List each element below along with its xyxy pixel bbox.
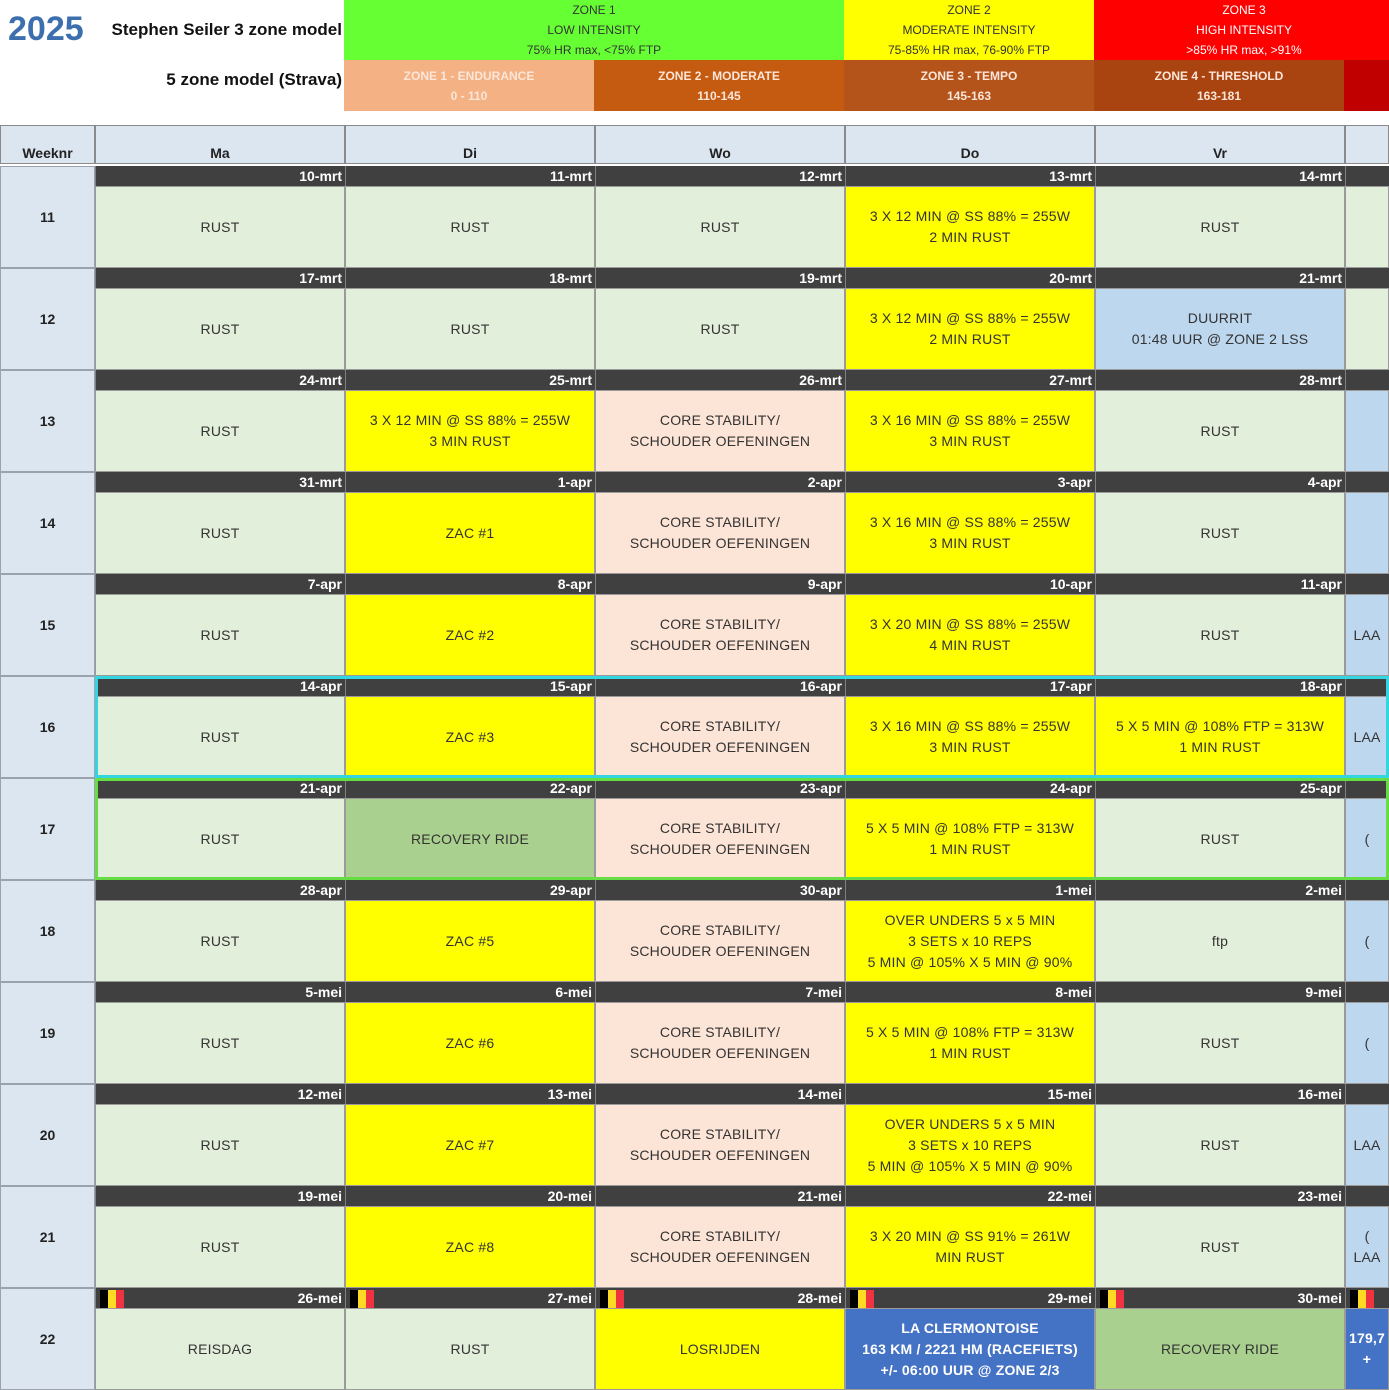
- workout-text: DUURRIT: [1187, 310, 1253, 326]
- date-label: 11-apr: [1095, 574, 1345, 594]
- date-label: 30-mei: [1095, 1288, 1345, 1308]
- workout-text: 1 MIN RUST: [929, 1045, 1011, 1061]
- workout-text: 5 X 5 MIN @ 108% FTP = 313W: [1115, 718, 1325, 734]
- workout-cell[interactable]: [345, 390, 595, 472]
- workout-text: SCHOUDER OEFENINGEN: [629, 943, 811, 959]
- workout-cell[interactable]: [95, 492, 345, 574]
- week-number: 18: [0, 880, 95, 982]
- three-zone-model-label: Stephen Seiler 3 zone model: [111, 20, 342, 39]
- workout-text: RUST: [200, 320, 240, 337]
- column-header[interactable]: Ma: [95, 125, 345, 164]
- workout-text: LAA: [1353, 1249, 1381, 1265]
- week-number: 15: [0, 574, 95, 676]
- date-label: 6-mei: [345, 982, 595, 1002]
- workout-text: CORE STABILITY/: [659, 1126, 781, 1142]
- zone5-legend-cell: [1344, 60, 1389, 111]
- date-label: 23-mei: [1095, 1186, 1345, 1206]
- date-label: [1345, 472, 1389, 492]
- date-label: 4-apr: [1095, 472, 1345, 492]
- workout-text: 5 X 5 MIN @ 108% FTP = 313W: [865, 1024, 1075, 1040]
- zone3-legend-text: ZONE 3: [1222, 3, 1266, 17]
- week-number: 14: [0, 472, 95, 574]
- workout-cell[interactable]: [1345, 1002, 1389, 1084]
- workout-text: RUST: [1200, 1238, 1240, 1255]
- date-label: 1-mei: [845, 880, 1095, 900]
- workout-text: LOSRIJDEN: [679, 1340, 761, 1357]
- date-label: 7-apr: [95, 574, 345, 594]
- workout-cell[interactable]: [95, 1206, 345, 1288]
- workout-cell[interactable]: [95, 1002, 345, 1084]
- workout-cell[interactable]: [1095, 390, 1345, 472]
- workout-text: 3 SETS x 10 REPS: [908, 932, 1032, 949]
- workout-text: 3 X 16 MIN @ SS 88% = 255W: [869, 718, 1071, 734]
- workout-text: 4 MIN RUST: [929, 637, 1011, 653]
- workout-cell[interactable]: [1095, 900, 1345, 982]
- date-label: 21-mrt: [1095, 268, 1345, 288]
- workout-text: 3 MIN RUST: [929, 433, 1011, 449]
- workout-text: CORE STABILITY/: [659, 514, 781, 530]
- workout-text: CORE STABILITY/: [659, 922, 781, 938]
- date-label: 9-apr: [595, 574, 845, 594]
- date-label: 17-apr: [845, 676, 1095, 696]
- workout-cell[interactable]: [595, 288, 845, 370]
- workout-text: ZAC #7: [445, 1136, 495, 1153]
- zone5-legend-text: 163-181: [1196, 88, 1242, 103]
- workout-text: (: [1364, 830, 1370, 847]
- date-label: 21-mei: [595, 1186, 845, 1206]
- workout-cell[interactable]: [1095, 1206, 1345, 1288]
- week-number: 22: [0, 1288, 95, 1390]
- workout-cell[interactable]: [1095, 696, 1345, 778]
- workout-text: (: [1364, 932, 1370, 949]
- workout-text: CORE STABILITY/: [659, 820, 781, 836]
- workout-text: 3 MIN RUST: [429, 433, 511, 449]
- column-header[interactable]: Wo: [595, 125, 845, 164]
- workout-text: RUST: [450, 218, 490, 235]
- workout-text: RECOVERY RIDE: [1160, 1340, 1279, 1357]
- workout-cell[interactable]: [595, 390, 845, 472]
- date-label: 15-apr: [345, 676, 595, 696]
- workout-cell[interactable]: [1345, 390, 1389, 472]
- workout-text: RUST: [200, 728, 240, 745]
- workout-cell[interactable]: [1345, 900, 1389, 982]
- workout-text: ZAC #8: [445, 1238, 495, 1255]
- workout-cell[interactable]: [95, 1308, 345, 1390]
- date-label: 19-mei: [95, 1186, 345, 1206]
- workout-text: RUST: [1200, 1034, 1240, 1051]
- zone5-legend-text: ZONE 4 - THRESHOLD: [1154, 68, 1284, 83]
- workout-cell[interactable]: [595, 1104, 845, 1186]
- week-number: 21: [0, 1186, 95, 1288]
- workout-text: CORE STABILITY/: [659, 718, 781, 734]
- workout-text: 5 MIN @ 105% X 5 MIN @ 90%: [867, 1157, 1073, 1174]
- workout-text: SCHOUDER OEFENINGEN: [629, 433, 811, 449]
- workout-text: ftp: [1211, 932, 1229, 949]
- workout-cell[interactable]: [345, 492, 595, 574]
- workout-cell[interactable]: [595, 186, 845, 268]
- date-label: 2-mei: [1095, 880, 1345, 900]
- workout-cell[interactable]: [1345, 1206, 1389, 1288]
- workout-text: +/- 06:00 UUR @ ZONE 2/3: [880, 1361, 1060, 1378]
- date-label: 26-mrt: [595, 370, 845, 390]
- workout-text: ZAC #5: [445, 932, 495, 949]
- date-label: 8-mei: [845, 982, 1095, 1002]
- date-label: 15-mei: [845, 1084, 1095, 1104]
- belgium-flag-icon: [1350, 1290, 1374, 1308]
- workout-text: OVER UNDERS 5 x 5 MIN: [884, 911, 1056, 928]
- workout-text: SCHOUDER OEFENINGEN: [629, 841, 811, 857]
- date-label: 13-mrt: [845, 166, 1095, 186]
- workout-text: 2 MIN RUST: [929, 229, 1011, 245]
- workout-cell[interactable]: [1095, 1308, 1345, 1390]
- workout-text: RUST: [700, 320, 740, 337]
- date-label: 9-mei: [1095, 982, 1345, 1002]
- workout-cell[interactable]: [845, 288, 1095, 370]
- zone5-legend-text: 145-163: [946, 88, 992, 103]
- zone3-legend-text: >85% HR max, >91%: [1186, 43, 1302, 57]
- workout-text: RUST: [1200, 830, 1240, 847]
- column-header[interactable]: Do: [845, 125, 1095, 164]
- workout-text: SCHOUDER OEFENINGEN: [629, 739, 811, 755]
- date-label: 20-mei: [345, 1186, 595, 1206]
- belgium-flag-icon: [850, 1290, 874, 1308]
- workout-text: LA CLERMONTOISE: [901, 1319, 1039, 1336]
- workout-text: 1 MIN RUST: [929, 841, 1011, 857]
- workout-text: RUST: [1200, 524, 1240, 541]
- zone3-legend-cell: [344, 0, 844, 60]
- date-label: 20-mrt: [845, 268, 1095, 288]
- date-label: 24-mrt: [95, 370, 345, 390]
- workout-cell[interactable]: [95, 798, 345, 880]
- workout-text: RUST: [1200, 626, 1240, 643]
- workout-text: (: [1364, 1228, 1370, 1244]
- workout-text: 163 KM / 2221 HM (RACEFIETS): [862, 1340, 1078, 1357]
- workout-cell[interactable]: [845, 900, 1095, 982]
- workout-cell[interactable]: [845, 594, 1095, 676]
- belgium-flag-icon: [100, 1290, 124, 1308]
- zone3-legend-cell: [844, 0, 1094, 60]
- date-label: [1345, 1186, 1389, 1206]
- zone5-legend-cell: [1094, 60, 1344, 111]
- workout-cell[interactable]: [1345, 594, 1389, 676]
- date-label: [1345, 880, 1389, 900]
- zone5-legend-text: ZONE 3 - TEMPO: [920, 68, 1018, 83]
- date-label: 31-mrt: [95, 472, 345, 492]
- workout-text: 3 MIN RUST: [929, 739, 1011, 755]
- year-label: 2025: [8, 10, 84, 48]
- zone3-legend-text: HIGH INTENSITY: [1195, 23, 1292, 37]
- date-label: 10-apr: [845, 574, 1095, 594]
- workout-cell[interactable]: [845, 186, 1095, 268]
- date-label: 1-apr: [345, 472, 595, 492]
- workout-cell[interactable]: [345, 900, 595, 982]
- workout-text: RUST: [200, 626, 240, 643]
- week-number: 13: [0, 370, 95, 472]
- date-label: [1345, 268, 1389, 288]
- workout-cell[interactable]: [595, 900, 845, 982]
- workout-text: 3 SETS x 10 REPS: [908, 1136, 1032, 1153]
- workout-cell[interactable]: [845, 1002, 1095, 1084]
- date-label: 29-mei: [845, 1288, 1095, 1308]
- workout-cell[interactable]: [95, 696, 345, 778]
- workout-text: RUST: [1200, 422, 1240, 439]
- week-number: 20: [0, 1084, 95, 1186]
- workout-cell[interactable]: [95, 390, 345, 472]
- belgium-flag-icon: [1100, 1290, 1124, 1308]
- date-label: [1345, 574, 1389, 594]
- week-number: 17: [0, 778, 95, 880]
- column-header[interactable]: Di: [345, 125, 595, 164]
- date-label: 28-apr: [95, 880, 345, 900]
- week-number: 19: [0, 982, 95, 1084]
- workout-cell[interactable]: [845, 390, 1095, 472]
- workout-text: 5 X 5 MIN @ 108% FTP = 313W: [865, 820, 1075, 836]
- workout-text: ZAC #3: [445, 728, 495, 745]
- zone3-legend-text: 75-85% HR max, 76-90% FTP: [887, 43, 1051, 57]
- workout-cell[interactable]: [845, 1104, 1095, 1186]
- workout-text: RUST: [1200, 1136, 1240, 1153]
- zone5-legend-text: ZONE 2 - MODERATE: [658, 68, 780, 83]
- date-label: [1345, 166, 1389, 186]
- workout-cell[interactable]: [595, 696, 845, 778]
- workout-text: RUST: [200, 218, 240, 235]
- workout-text: RUST: [200, 524, 240, 541]
- workout-cell[interactable]: [595, 1002, 845, 1084]
- date-label: 8-apr: [345, 574, 595, 594]
- workout-text: 01:48 UUR @ ZONE 2 LSS: [1131, 331, 1309, 347]
- workout-cell[interactable]: [1345, 696, 1389, 778]
- date-label: 26-mei: [95, 1288, 345, 1308]
- date-label: [1345, 982, 1389, 1002]
- workout-cell[interactable]: [845, 492, 1095, 574]
- workout-cell[interactable]: [345, 696, 595, 778]
- date-label: 24-apr: [845, 778, 1095, 798]
- workout-text: SCHOUDER OEFENINGEN: [629, 637, 811, 653]
- date-label: [1345, 1288, 1389, 1308]
- zone3-legend-text: 75% HR max, <75% FTP: [526, 43, 662, 57]
- zone3-legend-text: ZONE 2: [947, 3, 991, 17]
- zone3-legend-cell: [1094, 0, 1389, 60]
- week-number: 16: [0, 676, 95, 778]
- date-label: [1345, 370, 1389, 390]
- column-header[interactable]: Weeknr: [0, 125, 95, 164]
- workout-cell[interactable]: [595, 1308, 845, 1390]
- workout-text: 3 X 12 MIN @ SS 88% = 255W: [869, 310, 1071, 326]
- date-label: 2-apr: [595, 472, 845, 492]
- workout-cell[interactable]: [95, 594, 345, 676]
- workout-text: LAA: [1353, 728, 1381, 745]
- workout-cell[interactable]: [345, 186, 595, 268]
- workout-cell[interactable]: [95, 288, 345, 370]
- workout-text: RUST: [200, 830, 240, 847]
- workout-cell[interactable]: [845, 798, 1095, 880]
- workout-cell[interactable]: [1345, 1308, 1389, 1390]
- workout-text: CORE STABILITY/: [659, 1228, 781, 1244]
- workout-cell[interactable]: [1095, 1104, 1345, 1186]
- workout-cell[interactable]: [595, 594, 845, 676]
- workout-text: SCHOUDER OEFENINGEN: [629, 535, 811, 551]
- column-header[interactable]: Vr: [1095, 125, 1345, 164]
- date-label: 16-mei: [1095, 1084, 1345, 1104]
- workout-text: RUST: [700, 218, 740, 235]
- workout-cell[interactable]: [1095, 798, 1345, 880]
- workout-text: MIN RUST: [935, 1249, 1005, 1265]
- workout-text: 2 MIN RUST: [929, 331, 1011, 347]
- zone3-legend-text: LOW INTENSITY: [547, 23, 641, 37]
- workout-text: 3 X 16 MIN @ SS 88% = 255W: [869, 514, 1071, 530]
- date-label: 29-apr: [345, 880, 595, 900]
- date-label: [1345, 1084, 1389, 1104]
- date-label: 13-mei: [345, 1084, 595, 1104]
- workout-cell[interactable]: [1095, 288, 1345, 370]
- workout-text: CORE STABILITY/: [659, 412, 781, 428]
- workout-text: RUST: [450, 320, 490, 337]
- date-label: 27-mrt: [845, 370, 1095, 390]
- date-label: 3-apr: [845, 472, 1095, 492]
- workout-text: (: [1364, 1034, 1370, 1051]
- zone5-legend-cell: [344, 60, 594, 111]
- workout-cell[interactable]: [1095, 1002, 1345, 1084]
- workout-text: RUST: [200, 1034, 240, 1051]
- date-label: 14-mrt: [1095, 166, 1345, 186]
- zone3-legend-text: ZONE 1: [572, 3, 616, 17]
- workout-text: RUST: [1200, 218, 1240, 235]
- workout-cell[interactable]: [595, 1206, 845, 1288]
- date-label: 18-apr: [1095, 676, 1345, 696]
- belgium-flag-icon: [600, 1290, 624, 1308]
- zone5-legend-cell: [594, 60, 844, 111]
- workout-cell[interactable]: [845, 696, 1095, 778]
- workout-text: 179,7: [1348, 1330, 1386, 1346]
- workout-cell[interactable]: [595, 798, 845, 880]
- workout-text: ZAC #2: [445, 626, 495, 643]
- workout-cell[interactable]: [595, 492, 845, 574]
- workout-cell[interactable]: [1095, 492, 1345, 574]
- workout-cell[interactable]: [1345, 288, 1389, 370]
- zone5-legend-text: 110-145: [697, 88, 741, 103]
- week-number: 12: [0, 268, 95, 370]
- workout-text: SCHOUDER OEFENINGEN: [629, 1249, 811, 1265]
- date-label: [1345, 676, 1389, 696]
- workout-cell[interactable]: [1345, 798, 1389, 880]
- date-label: 25-mrt: [345, 370, 595, 390]
- workout-cell[interactable]: [345, 288, 595, 370]
- date-label: 28-mrt: [1095, 370, 1345, 390]
- workout-cell[interactable]: [345, 1206, 595, 1288]
- date-label: 18-mrt: [345, 268, 595, 288]
- date-label: 19-mrt: [595, 268, 845, 288]
- workout-cell[interactable]: [1095, 594, 1345, 676]
- date-label: 10-mrt: [95, 166, 345, 186]
- workout-text: 3 X 12 MIN @ SS 88% = 255W: [869, 208, 1071, 224]
- date-label: 16-apr: [595, 676, 845, 696]
- workout-cell[interactable]: [845, 1206, 1095, 1288]
- workout-text: OVER UNDERS 5 x 5 MIN: [884, 1115, 1056, 1132]
- workout-text: LAA: [1353, 626, 1381, 643]
- date-label: 17-mrt: [95, 268, 345, 288]
- workout-text: LAA: [1353, 1136, 1381, 1153]
- date-label: 7-mei: [595, 982, 845, 1002]
- workout-text: 3 X 20 MIN @ SS 91% = 261W: [869, 1228, 1071, 1244]
- zone3-legend-text: MODERATE INTENSITY: [902, 23, 1036, 37]
- workout-text: SCHOUDER OEFENINGEN: [629, 1147, 811, 1163]
- workout-text: REISDAG: [187, 1340, 253, 1357]
- workout-text: ZAC #1: [445, 524, 495, 541]
- workout-text: 3 X 12 MIN @ SS 88% = 255W: [369, 412, 571, 428]
- workout-cell[interactable]: [1095, 186, 1345, 268]
- date-label: 21-apr: [95, 778, 345, 798]
- workout-text: RUST: [200, 932, 240, 949]
- date-label: 11-mrt: [345, 166, 595, 186]
- workout-text: RUST: [200, 1238, 240, 1255]
- workout-text: SCHOUDER OEFENINGEN: [629, 1045, 811, 1061]
- workout-text: RUST: [450, 1340, 490, 1357]
- workout-cell[interactable]: [95, 900, 345, 982]
- date-label: 12-mei: [95, 1084, 345, 1104]
- workout-text: CORE STABILITY/: [659, 616, 781, 632]
- zone5-legend-cell: [844, 60, 1094, 111]
- date-label: 25-apr: [1095, 778, 1345, 798]
- date-label: 5-mei: [95, 982, 345, 1002]
- belgium-flag-icon: [350, 1290, 374, 1308]
- workout-cell[interactable]: [95, 186, 345, 268]
- column-header[interactable]: [1345, 125, 1389, 164]
- workout-cell[interactable]: [345, 1002, 595, 1084]
- workout-text: 3 MIN RUST: [929, 535, 1011, 551]
- date-label: 27-mei: [345, 1288, 595, 1308]
- workout-text: RUST: [200, 1136, 240, 1153]
- workout-cell[interactable]: [1345, 186, 1389, 268]
- date-label: 22-apr: [345, 778, 595, 798]
- date-label: 23-apr: [595, 778, 845, 798]
- date-label: 28-mei: [595, 1288, 845, 1308]
- workout-text: +: [1362, 1351, 1372, 1367]
- workout-cell[interactable]: [345, 798, 595, 880]
- five-zone-model-label: 5 zone model (Strava): [166, 70, 342, 89]
- workout-text: RECOVERY RIDE: [410, 830, 529, 847]
- zone5-legend-text: ZONE 1 - ENDURANCE: [403, 68, 535, 83]
- date-label: 12-mrt: [595, 166, 845, 186]
- workout-cell[interactable]: [345, 594, 595, 676]
- workout-cell[interactable]: [95, 1104, 345, 1186]
- workout-text: 3 X 20 MIN @ SS 88% = 255W: [869, 616, 1071, 632]
- workout-text: CORE STABILITY/: [659, 1024, 781, 1040]
- workout-text: 3 X 16 MIN @ SS 88% = 255W: [869, 412, 1071, 428]
- workout-cell[interactable]: [345, 1308, 595, 1390]
- workout-cell[interactable]: [345, 1104, 595, 1186]
- workout-text: RUST: [200, 422, 240, 439]
- date-label: 14-mei: [595, 1084, 845, 1104]
- workout-text: ZAC #6: [445, 1034, 495, 1051]
- date-label: [1345, 778, 1389, 798]
- zone5-legend-text: 0 - 110: [450, 88, 488, 103]
- week-number: 11: [0, 166, 95, 268]
- workout-cell[interactable]: [1345, 492, 1389, 574]
- workout-text: 1 MIN RUST: [1179, 739, 1261, 755]
- workout-text: 5 MIN @ 105% X 5 MIN @ 90%: [867, 953, 1073, 970]
- date-label: 22-mei: [845, 1186, 1095, 1206]
- date-label: 14-apr: [95, 676, 345, 696]
- workout-cell[interactable]: [845, 1308, 1095, 1390]
- workout-cell[interactable]: [1345, 1104, 1389, 1186]
- date-label: 30-apr: [595, 880, 845, 900]
